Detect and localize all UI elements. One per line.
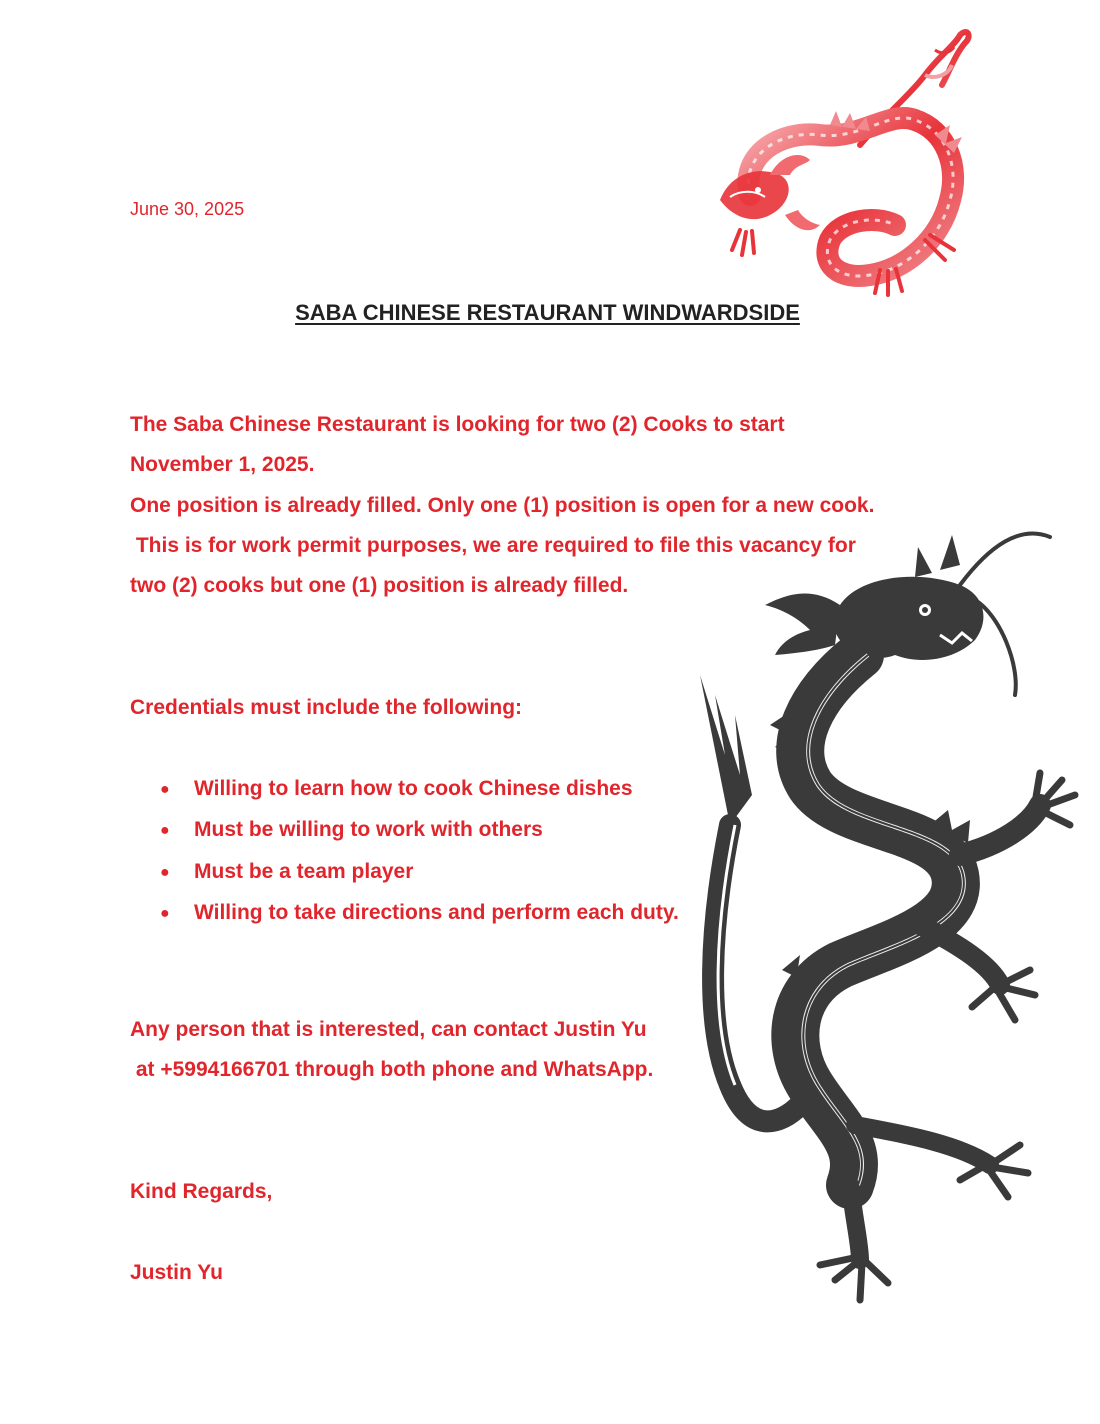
list-item — [160, 769, 679, 810]
letter-date: June 30, 2025 — [130, 199, 245, 219]
list-item-text: Willing to take directions and perform each duty. — [194, 900, 679, 924]
body-line: One position is already filled. Only one (1) position is open for a new cook. — [130, 493, 875, 517]
list-item-text: Must be a team player — [194, 859, 414, 883]
red-dragon-illustration — [710, 25, 980, 300]
body-line: November 1, 2025. — [130, 453, 315, 477]
bullet-icon: ● — [160, 781, 170, 798]
body-line: two (2) cooks but one (1) position is already filled. — [130, 574, 629, 598]
credentials-list — [160, 769, 679, 934]
body-line: The Saba Chinese Restaurant is looking for two (2) Cooks to start — [130, 413, 785, 436]
bullet-icon: ● — [160, 863, 170, 881]
contact-line: at +5994166701 through both phone and WhatsApp. — [130, 1058, 654, 1082]
body-paragraph — [130, 405, 874, 606]
closing: Kind Regards, — [130, 1180, 273, 1203]
list-item-text: Must be willing to work with others — [194, 818, 543, 842]
list-item — [160, 893, 679, 934]
list-item — [160, 810, 679, 851]
list-item-text: Willing to learn how to cook Chinese dishes — [194, 777, 633, 800]
bullet-icon: ● — [160, 904, 170, 922]
bullet-icon: ● — [160, 822, 170, 840]
contact-line: Any person that is interested, can contact Justin Yu — [130, 1018, 647, 1041]
black-dragon-illustration — [690, 525, 1090, 1320]
list-item — [160, 852, 679, 893]
credentials-heading: Credentials must include the following: — [130, 696, 523, 719]
letter-title: SABA CHINESE RESTAURANT WINDWARDSIDE — [295, 300, 800, 325]
signature: Justin Yu — [130, 1261, 223, 1284]
contact-paragraph — [130, 1010, 653, 1091]
body-line: This is for work permit purposes, we are required to file this vacancy for — [130, 533, 856, 557]
